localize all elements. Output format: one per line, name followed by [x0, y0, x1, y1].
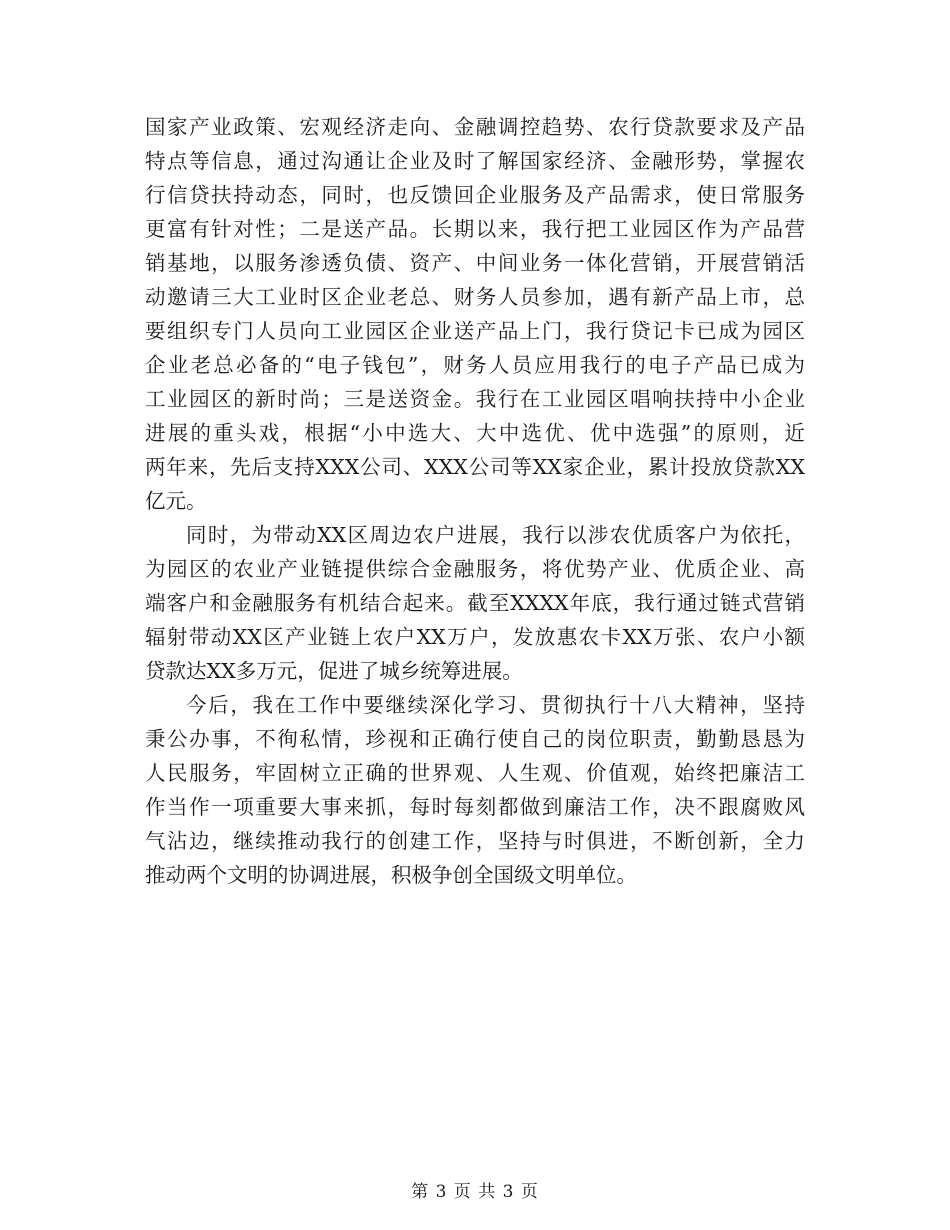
text-line: 进展的重头戏，根据“小中选大、大中选优、优中选强”的原则，近: [145, 421, 805, 445]
text-line: 推动两个文明的协调进展，积极争创全国级文明单位。: [145, 863, 637, 887]
text-line: 作当作一项重要大事来抓，每时每刻都做到廉洁工作，决不跟腐败风: [145, 795, 805, 819]
text-line: 亿元。: [145, 489, 207, 513]
text-line: 工业园区的新时尚；三是送资金。我行在工业园区唱响扶持中小企业: [145, 387, 805, 411]
text-line: 更富有针对性；二是送产品。长期以来，我行把工业园区作为产品营: [145, 217, 805, 241]
text-line: 动邀请三大工业时区企业老总、财务人员参加，遇有新产品上市，总: [145, 285, 805, 309]
text-line: 两年来，先后支持XXX公司、XXX公司等XX家企业，累计投放贷款XX: [145, 455, 805, 479]
text-line: 端客户和金融服务有机结合起来。截至XXXX年底，我行通过链式营销: [145, 591, 805, 615]
text-line: 要组织专门人员向工业园区企业送产品上门，我行贷记卡已成为园区: [145, 319, 805, 343]
text-line: 辐射带动XX区产业链上农户XX万户，发放惠农卡XX万张、农户小额: [145, 625, 805, 649]
text-line: 特点等信息，通过沟通让企业及时了解国家经济、金融形势，掌握农: [145, 149, 805, 173]
text-line: 行信贷扶持动态，同时，也反馈回企业服务及产品需求，使日常服务: [145, 183, 805, 207]
text-line: 贷款达XX多万元，促进了城乡统筹进展。: [145, 659, 523, 683]
text-line: 国家产业政策、宏观经济走向、金融调控趋势、农行贷款要求及产品: [145, 115, 805, 139]
page-number-footer: 第 3 页 共 3 页: [411, 1182, 539, 1202]
document-body: [145, 110, 805, 892]
paragraph-3: [145, 688, 805, 892]
text-line: 销基地，以服务渗透负债、资产、中间业务一体化营销，开展营销活: [145, 251, 805, 275]
text-line: 同时，为带动XX区周边农户进展，我行以涉农优质客户为依托，: [186, 523, 805, 547]
text-line: 秉公办事，不徇私情，珍视和正确行使自己的岗位职责，勤勤恳恳为: [145, 727, 805, 751]
text-line: 企业老总必备的“电子钱包”，财务人员应用我行的电子产品已成为: [145, 353, 805, 377]
text-line: 人民服务，牢固树立正确的世界观、人生观、价值观，始终把廉洁工: [145, 761, 805, 785]
text-line: 气沾边，继续推动我行的创建工作，坚持与时俱进，不断创新，全力: [145, 829, 805, 853]
text-line: 今后，我在工作中要继续深化学习、贯彻执行十八大精神，坚持: [186, 693, 805, 717]
text-line: 为园区的农业产业链提供综合金融服务，将优势产业、优质企业、高: [145, 557, 805, 581]
paragraph-2: [145, 518, 805, 688]
paragraph-1: [145, 110, 805, 518]
